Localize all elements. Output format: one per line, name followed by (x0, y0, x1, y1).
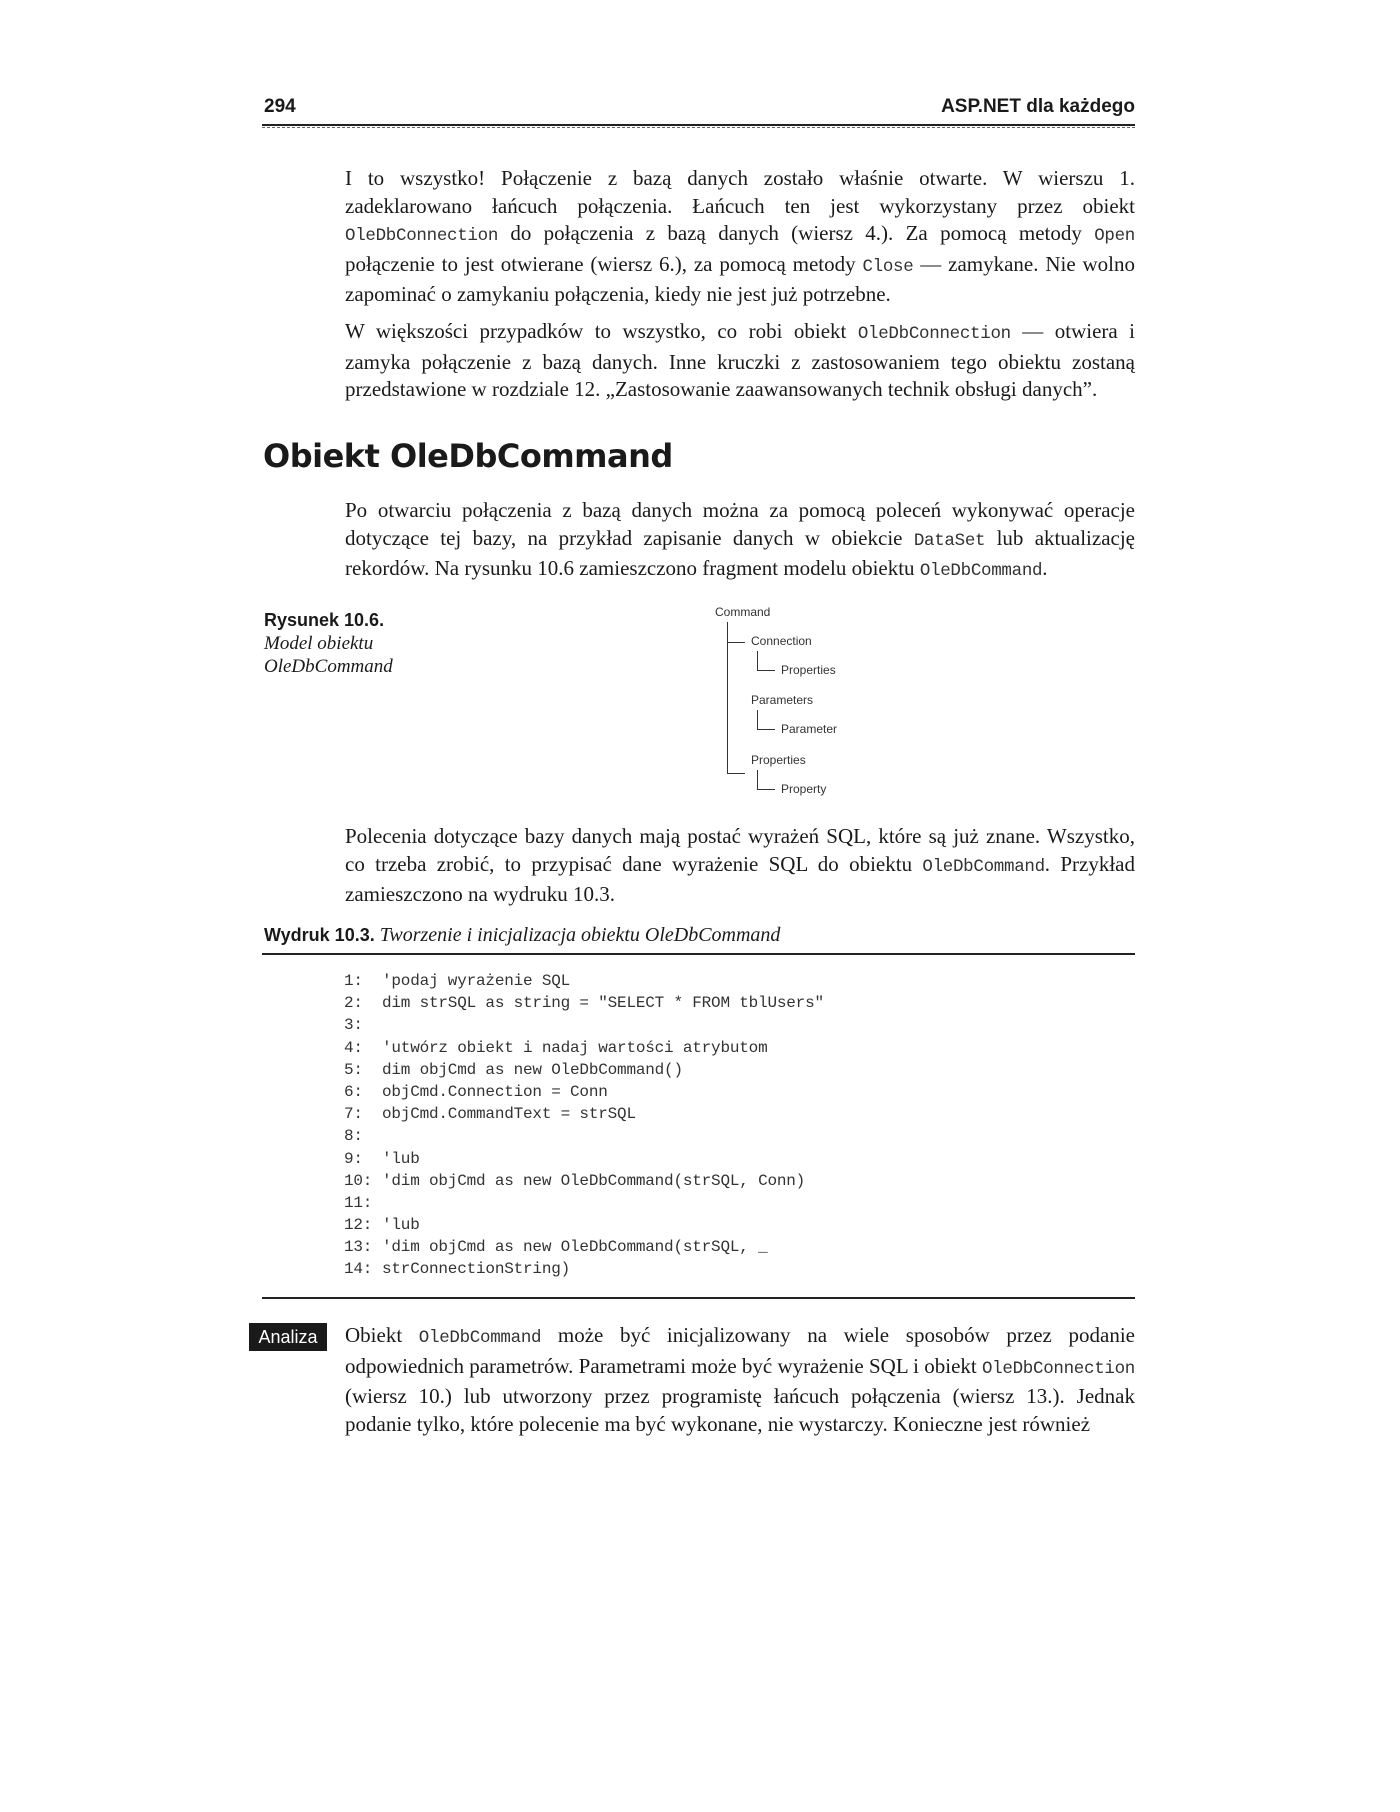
tree-branch-line (727, 773, 745, 774)
code-term: OleDbCommand (922, 856, 1045, 877)
code-text: 'dim objCmd as new OleDbCommand(strSQL, _ (382, 1238, 768, 1257)
figure-caption (264, 609, 434, 678)
figure-number: Rysunek 10.6. (264, 610, 385, 630)
code-line (344, 1125, 1124, 1147)
code-text: dim objCmd as new OleDbCommand() (382, 1060, 683, 1079)
text-run: — otwiera i zamyka połączenie z bazą danych. Inne kruczki z zastosowaniem tego obiektu zostaną przedstawione w rozdziale 12. „Zastosowanie zaawansowanych technik obsługi danych”. (345, 319, 1135, 401)
code-line (344, 1258, 1124, 1280)
page-header (262, 96, 1135, 124)
text-run: połączenie to jest otwierane (wiersz 6.), za pomocą metody (345, 251, 863, 276)
tree-branch-line (757, 789, 775, 790)
line-number: 5: (344, 1060, 363, 1079)
tree-branch-line (757, 710, 758, 729)
header-dashed-rule (262, 127, 1135, 128)
text-run: Polecenia dotyczące bazy danych mają postać wyrażeń SQL, które są już znane. Wszystko, co trzeba zrobić, to przypisać dane wyrażenie SQL do obiektu (345, 824, 1135, 876)
code-line (344, 1081, 1124, 1103)
code-line (344, 970, 1124, 992)
code-text: 'utwórz obiekt i nadaj wartości atrybutom (382, 1038, 768, 1057)
text-run: może być inicjalizowany na wiele sposobów przez podanie odpowiednich parametrów. Parametrami może być wyrażenie SQL i obiekt (345, 1323, 1135, 1378)
code-line (344, 992, 1124, 1014)
line-number: 13: (344, 1238, 373, 1257)
text-run: W większości przypadków to wszystko, co robi obiekt (345, 319, 858, 343)
line-number: 3: (344, 1016, 363, 1035)
analysis-tag: Analiza (249, 1323, 327, 1351)
paragraph-connection-summary (345, 318, 1135, 404)
text-run: Obiekt (345, 1323, 419, 1347)
figure-caption-line: OleDbCommand (264, 656, 393, 677)
code-term: Close (862, 256, 914, 277)
code-text: strConnectionString) (382, 1260, 571, 1279)
line-number: 14: (344, 1260, 373, 1279)
line-number: 10: (344, 1171, 373, 1190)
text-run: . Przykład zamieszczono na wydruku 10.3. (345, 851, 1135, 906)
code-line (344, 1170, 1124, 1192)
paragraph-command-intro (345, 497, 1135, 586)
code-text: 'dim objCmd as new OleDbCommand(strSQL, Conn) (382, 1171, 806, 1190)
code-text: 'lub (382, 1149, 420, 1168)
header-rule (262, 124, 1135, 126)
tree-node-parameter: Parameter (781, 722, 838, 736)
tree-node-connection: Connection (751, 634, 812, 648)
text-run: . (1042, 556, 1048, 580)
tree-node-property: Property (781, 782, 827, 796)
code-text: objCmd.CommandText = strSQL (382, 1105, 636, 1124)
text-run: (wiersz 10.) lub utworzony przez programistę łańcuch połączenia (wiersz 13.). Jednak podanie tylko, które polecenie ma być wykonane, nie wystarczy. Konieczne jest również (345, 1384, 1135, 1436)
object-model-tree (715, 605, 885, 805)
text-run: — zamykane. Nie wolno zapominać o zamykaniu połączenia, kiedy nie jest już potrzebne. (345, 251, 1135, 306)
code-term: Open (1094, 226, 1135, 246)
tree-node-properties: Properties (781, 663, 836, 677)
code-line (344, 1148, 1124, 1170)
listing-rule-bottom (262, 1297, 1135, 1299)
code-line (344, 1103, 1124, 1125)
section-heading: Obiekt OleDbCommand (263, 437, 673, 475)
tree-branch-line (757, 729, 775, 730)
line-number: 12: (344, 1216, 373, 1235)
code-line (344, 1059, 1124, 1081)
listing-caption (264, 924, 1135, 947)
code-line (344, 1236, 1124, 1258)
text-run: do połączenia z bazą danych (wiersz 4.). Za pomocą metody (498, 221, 1095, 245)
paragraph-analysis (345, 1322, 1135, 1438)
line-number: 4: (344, 1038, 363, 1057)
code-term: OleDbConnection (345, 226, 499, 246)
code-term: OleDbConnection (857, 324, 1011, 344)
line-number: 8: (344, 1127, 363, 1146)
code-text: dim strSQL as string = "SELECT * FROM tblUsers" (382, 994, 824, 1013)
code-text: objCmd.Connection = Conn (382, 1082, 608, 1101)
listing-rule-top (262, 953, 1135, 955)
code-term: DataSet (913, 530, 986, 551)
line-number: 6: (344, 1082, 363, 1101)
tree-node-parameters: Parameters (751, 693, 814, 707)
text-run: Po otwarciu połączenia z bazą danych można za pomocą poleceń wykonywać operacje dotyczące tej bazy, na przykład zapisanie danych w obiekcie (345, 498, 1135, 550)
listing-number: Wydruk 10.3. (264, 925, 375, 945)
code-term: OleDbCommand (919, 561, 1043, 581)
code-term: OleDbCommand (418, 1328, 542, 1348)
code-line (344, 1014, 1124, 1036)
tree-node-command: Command (715, 605, 771, 619)
line-number: 9: (344, 1149, 363, 1168)
line-number: 1: (344, 972, 363, 990)
text-run: I to wszystko! Połączenie z bazą danych zostało właśnie otwarte. W wierszu 1. zadeklarowano łańcuch połączenia. Łańcuch ten jest wykorzystany przez obiekt (345, 166, 1135, 218)
figure-caption-line: Model obiektu (264, 633, 374, 654)
paragraph-sql-commands (345, 823, 1135, 909)
code-text: 'podaj wyrażenie SQL (382, 972, 571, 990)
tree-branch-line (757, 651, 758, 670)
page-number: 294 (264, 96, 296, 117)
line-number: 11: (344, 1193, 373, 1212)
code-line (344, 1214, 1124, 1236)
code-listing (344, 970, 1124, 1281)
paragraph-connection-open (345, 165, 1135, 309)
tree-branch-line (757, 670, 775, 671)
tree-trunk-line (727, 622, 728, 773)
line-number: 2: (344, 994, 363, 1013)
code-line (344, 1192, 1124, 1214)
code-term: OleDbConnection (981, 1358, 1136, 1379)
code-line (344, 1037, 1124, 1059)
code-text: 'lub (382, 1216, 420, 1235)
tree-branch-line (757, 770, 758, 789)
text-run: lub aktualizację rekordów. Na rysunku 10.6 zamieszczono fragment modelu obiektu (345, 525, 1135, 580)
tree-node-properties: Properties (751, 753, 806, 767)
listing-title: Tworzenie i inicjalizacja obiektu OleDbCommand (379, 924, 781, 946)
book-title: ASP.NET dla każdego (941, 96, 1135, 117)
tree-branch-line (727, 642, 745, 643)
line-number: 7: (344, 1105, 363, 1124)
